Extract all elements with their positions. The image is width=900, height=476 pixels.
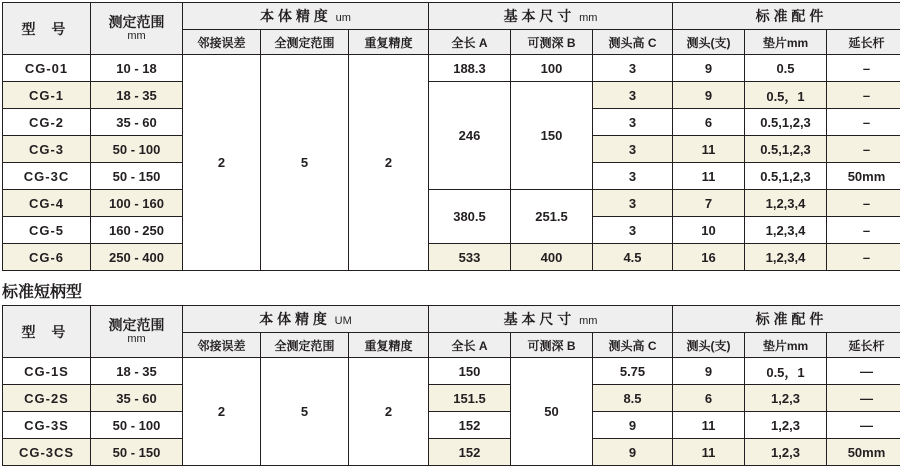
cell-head-height: 3: [593, 190, 673, 217]
header-dimensions: 基 本 尺 寸 mm: [429, 3, 673, 30]
cell-range: 35 - 60: [91, 109, 183, 136]
cell-extension-rod: —: [827, 385, 900, 412]
cell-model: CG-2S: [3, 385, 91, 412]
cell-adjacent-error: 2: [183, 358, 261, 466]
cell-repeatability: 2: [349, 358, 429, 466]
cell-head-height: 9: [593, 412, 673, 439]
subheader-repeatability: 重复精度: [349, 30, 429, 55]
table-row: [3, 358, 900, 385]
cell-model: CG-3C: [3, 163, 91, 190]
cell-range: 250 - 400: [91, 244, 183, 271]
cell-total-length: 533: [429, 244, 511, 271]
subheader-extension-rod: 延长杆: [827, 333, 900, 358]
table-row: [3, 244, 900, 271]
cell-head-height: 3: [593, 82, 673, 109]
cell-depth: 50: [511, 358, 593, 466]
cell-head-height: 3: [593, 109, 673, 136]
header-accessories: 标 准 配 件: [673, 306, 900, 333]
table-row: [3, 190, 900, 217]
cell-range: 50 - 150: [91, 439, 183, 466]
cell-total-length: 152: [429, 412, 511, 439]
cell-range: 100 - 160: [91, 190, 183, 217]
cell-heads: 11: [673, 136, 745, 163]
cell-shims: 0.5，1: [745, 358, 827, 385]
subheader-full-range: 全测定范围: [261, 333, 349, 358]
cell-model: CG-4: [3, 190, 91, 217]
cell-head-height: 3: [593, 163, 673, 190]
cell-range: 18 - 35: [91, 82, 183, 109]
table-header-row: [3, 3, 900, 30]
cell-head-height: 4.5: [593, 244, 673, 271]
cell-total-length: 188.3: [429, 55, 511, 82]
header-accuracy: 本 体 精 度 UM: [183, 306, 429, 333]
header-range: 测定范围 mm: [91, 306, 183, 358]
cell-full-range: 5: [261, 358, 349, 466]
header-dimensions: 基 本 尺 寸 mm: [429, 306, 673, 333]
subheader-full-range: 全测定范围: [261, 30, 349, 55]
cell-extension-rod: 50mm: [827, 439, 900, 466]
cell-heads: 6: [673, 109, 745, 136]
header-accessories: 标 准 配 件: [673, 3, 900, 30]
cell-heads: 16: [673, 244, 745, 271]
cell-model: CG-3: [3, 136, 91, 163]
cell-model: CG-2: [3, 109, 91, 136]
cell-extension-rod: 50mm: [827, 163, 900, 190]
cell-head-height: 9: [593, 439, 673, 466]
cell-model: CG-3CS: [3, 439, 91, 466]
subheader-depth: 可测深 B: [511, 30, 593, 55]
cell-extension-rod: —: [827, 412, 900, 439]
subheader-depth: 可测深 B: [511, 333, 593, 358]
header-accuracy: 本 体 精 度 um: [183, 3, 429, 30]
cell-heads: 9: [673, 358, 745, 385]
cell-shims: 1,2,3,4: [745, 244, 827, 271]
cell-extension-rod: –: [827, 136, 900, 163]
header-model: 型 号: [3, 3, 91, 55]
table-header-row: [3, 306, 900, 333]
cell-model: CG-01: [3, 55, 91, 82]
cell-total-length: 151.5: [429, 385, 511, 412]
subheader-total-length: 全长 A: [429, 333, 511, 358]
cell-extension-rod: –: [827, 217, 900, 244]
table-row: [3, 385, 900, 412]
subheader-shims: 垫片mm: [745, 333, 827, 358]
cell-range: 50 - 100: [91, 136, 183, 163]
subheader-shims: 垫片mm: [745, 30, 827, 55]
cell-model: CG-1S: [3, 358, 91, 385]
cell-total-length: 150: [429, 358, 511, 385]
cell-shims: 0.5: [745, 55, 827, 82]
cell-heads: 9: [673, 82, 745, 109]
cell-adjacent-error: 2: [183, 55, 261, 271]
subheader-heads: 测头(支): [673, 30, 745, 55]
spec-table-short-handle: [2, 305, 900, 466]
header-model: 型 号: [3, 306, 91, 358]
cell-full-range: 5: [261, 55, 349, 271]
cell-model: CG-5: [3, 217, 91, 244]
cell-head-height: 8.5: [593, 385, 673, 412]
cell-depth: 400: [511, 244, 593, 271]
cell-head-height: 3: [593, 55, 673, 82]
cell-heads: 11: [673, 439, 745, 466]
cell-shims: 0.5，1: [745, 82, 827, 109]
cell-shims: 1,2,3: [745, 439, 827, 466]
section-title-short-handle: 标准短柄型: [2, 284, 83, 301]
cell-range: 50 - 100: [91, 412, 183, 439]
subheader-total-length: 全长 A: [429, 30, 511, 55]
cell-shims: 1,2,3,4: [745, 190, 827, 217]
cell-extension-rod: –: [827, 190, 900, 217]
cell-head-height: 3: [593, 136, 673, 163]
cell-depth: 150: [511, 82, 593, 190]
cell-total-length: 380.5: [429, 190, 511, 244]
cell-shims: 0.5,1,2,3: [745, 109, 827, 136]
cell-heads: 7: [673, 190, 745, 217]
spec-table-standard: [2, 2, 900, 271]
cell-head-height: 5.75: [593, 358, 673, 385]
table-row: [3, 82, 900, 109]
cell-range: 50 - 150: [91, 163, 183, 190]
cell-repeatability: 2: [349, 55, 429, 271]
table-row: [3, 55, 900, 82]
cell-head-height: 3: [593, 217, 673, 244]
cell-range: 10 - 18: [91, 55, 183, 82]
table-row: [3, 439, 900, 466]
cell-heads: 11: [673, 163, 745, 190]
subheader-adjacent-error: 邻接误差: [183, 333, 261, 358]
cell-range: 160 - 250: [91, 217, 183, 244]
cell-extension-rod: –: [827, 82, 900, 109]
cell-heads: 9: [673, 55, 745, 82]
subheader-head-height: 测头高 C: [593, 30, 673, 55]
cell-heads: 10: [673, 217, 745, 244]
subheader-heads: 测头(支): [673, 333, 745, 358]
cell-range: 18 - 35: [91, 358, 183, 385]
cell-depth: 251.5: [511, 190, 593, 244]
cell-shims: 0.5,1,2,3: [745, 136, 827, 163]
table-row: [3, 412, 900, 439]
cell-shims: 1,2,3: [745, 412, 827, 439]
cell-extension-rod: —: [827, 358, 900, 385]
cell-extension-rod: –: [827, 55, 900, 82]
cell-shims: 1,2,3: [745, 385, 827, 412]
cell-total-length: 152: [429, 439, 511, 466]
cell-total-length: 246: [429, 82, 511, 190]
header-range: 测定范围 mm: [91, 3, 183, 55]
subheader-extension-rod: 延长杆: [827, 30, 900, 55]
cell-depth: 100: [511, 55, 593, 82]
cell-model: CG-1: [3, 82, 91, 109]
cell-extension-rod: –: [827, 109, 900, 136]
cell-range: 35 - 60: [91, 385, 183, 412]
cell-extension-rod: –: [827, 244, 900, 271]
cell-shims: 0.5,1,2,3: [745, 163, 827, 190]
cell-shims: 1,2,3,4: [745, 217, 827, 244]
cell-heads: 11: [673, 412, 745, 439]
cell-model: CG-3S: [3, 412, 91, 439]
subheader-head-height: 测头高 C: [593, 333, 673, 358]
subheader-repeatability: 重复精度: [349, 333, 429, 358]
cell-heads: 6: [673, 385, 745, 412]
cell-model: CG-6: [3, 244, 91, 271]
subheader-adjacent-error: 邻接误差: [183, 30, 261, 55]
